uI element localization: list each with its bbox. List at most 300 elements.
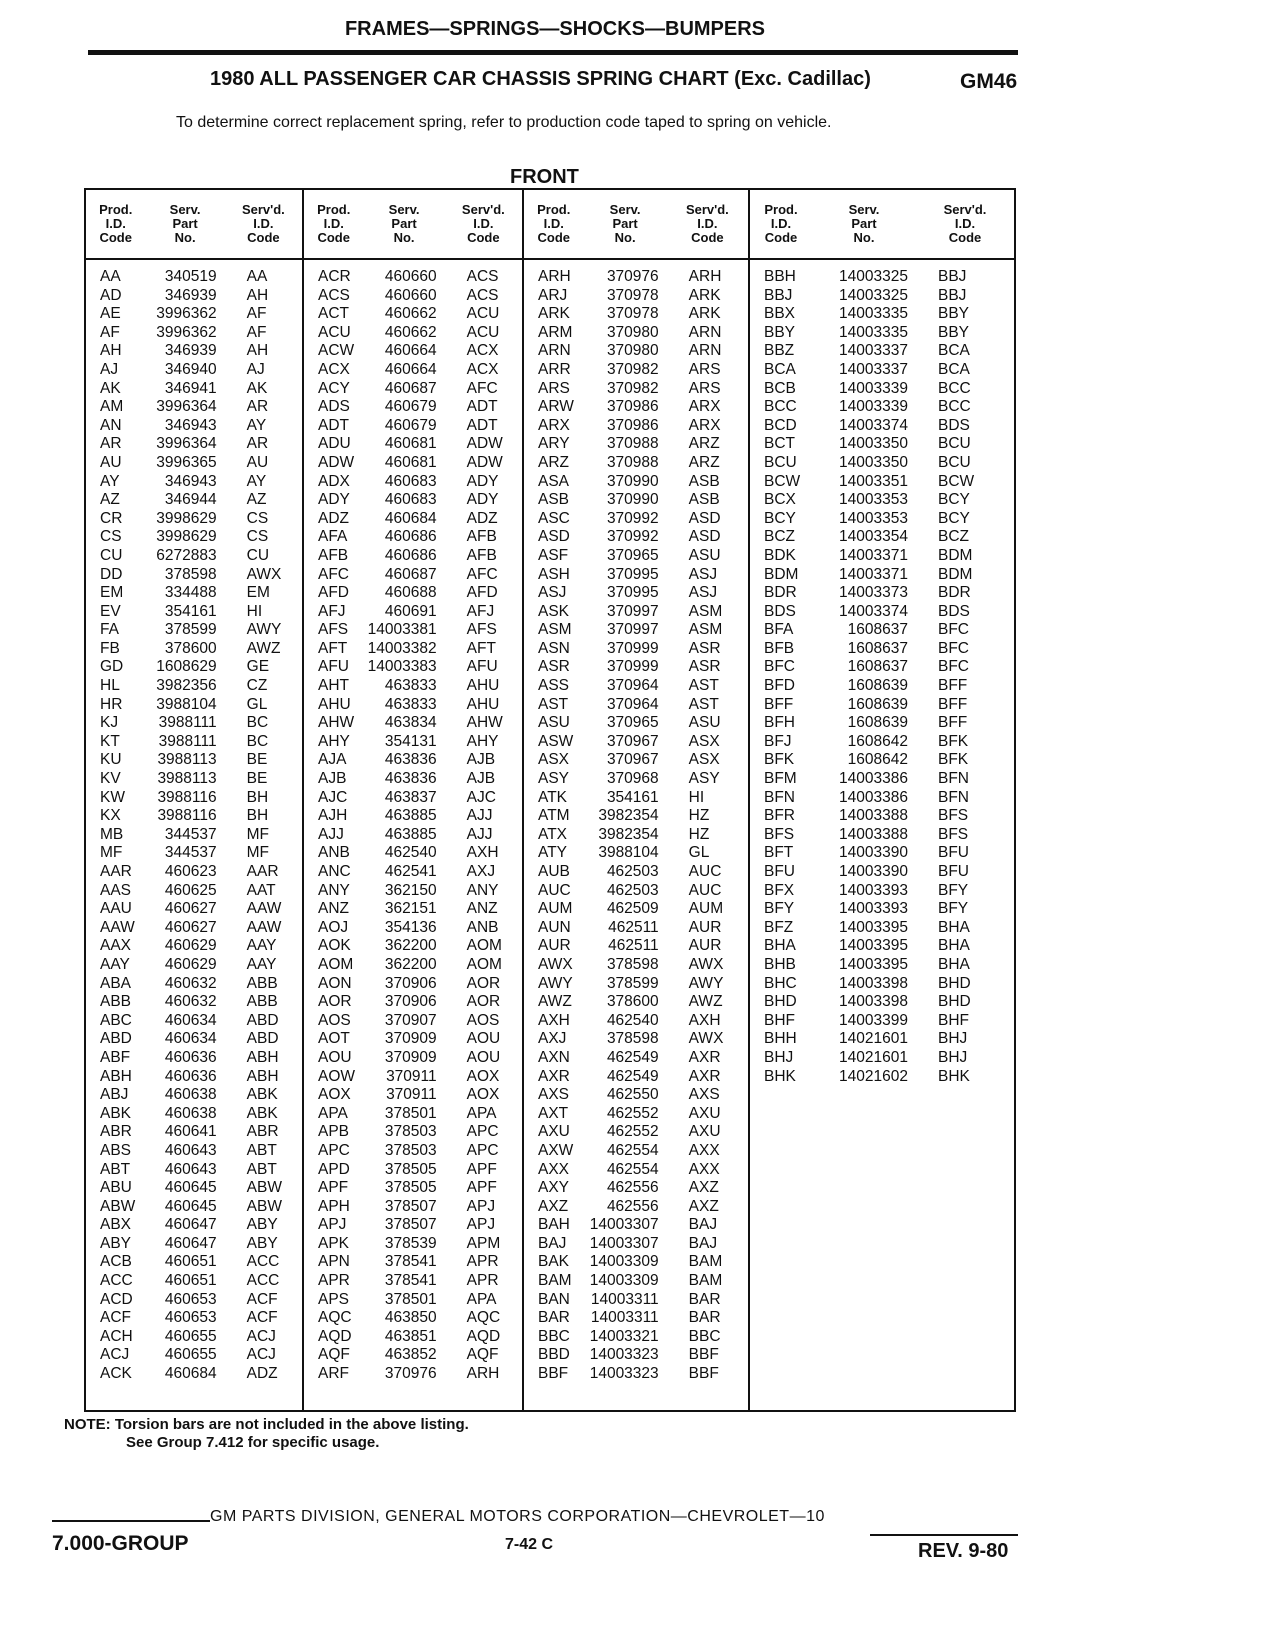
chart-title: 1980 ALL PASSENGER CAR CHASSIS SPRING CHART (Exc. Cadillac) [210,68,871,90]
prod-id-code: BFB [764,639,795,657]
header-line: Code [467,230,500,245]
servd-id-code: APF [466,1179,497,1197]
prod-id-code: AXN [538,1048,570,1066]
servd-id-code: BCA [938,342,970,360]
serv-part-no: 463833 [384,677,437,695]
servd-id-code: AJJ [466,807,493,825]
prod-id-code: BBJ [764,286,793,304]
table-row [86,807,302,826]
prod-id-code: ARR [538,360,571,378]
servd-id-code: BFS [938,807,969,825]
prod-id-code: ACS [318,286,350,304]
servd-id-code: APC [466,1123,499,1141]
prod-id-code: AJH [318,807,348,825]
table-row [304,714,522,733]
serv-part-no: 370911 [386,1067,437,1085]
table-row [524,956,748,975]
prod-id-code: ANC [318,863,351,880]
prod-id-code: GD [100,658,124,676]
serv-part-no: 14003374 [839,416,908,434]
serv-part-no: 378503 [384,1123,437,1141]
serv-part-no: 1608639 [847,714,908,732]
serv-part-no: 3988116 [157,788,217,806]
table-row [304,324,522,343]
servd-id-code: AAW [246,900,282,918]
servd-id-code: AAY [246,937,277,955]
serv-part-no: 370964 [606,677,659,695]
serv-part-no: 460687 [384,565,437,583]
servd-id-code: ADY [466,472,499,490]
table-row [750,398,1014,417]
instruction-text: To determine correct replacement spring, refer to production code taped to spring on vehicle. [176,114,832,131]
table-row [86,1030,302,1049]
header-servd-id-code [445,203,522,245]
servd-id-code: AY [246,472,267,490]
servd-id-code: AXJ [466,863,496,880]
servd-id-code: AWX [688,955,724,973]
table-row [750,361,1014,380]
servd-id-code: BHA [938,918,970,936]
table-row [524,919,748,938]
table-row [304,1216,522,1235]
servd-id-code: ADW [466,453,503,471]
serv-part-no: 1608637 [847,658,908,676]
serv-part-no: 378598 [606,1030,659,1048]
serv-part-no: 462556 [606,1197,659,1215]
serv-part-no: 460683 [384,472,437,490]
prod-id-code: AWX [538,955,573,973]
servd-id-code: BAM [688,1253,723,1271]
table-row [304,863,522,882]
table-row [750,342,1014,361]
table-row [86,919,302,938]
serv-part-no: 6272883 [156,546,217,564]
note-label: NOTE: [64,1416,111,1433]
servd-id-code: AST [688,677,719,695]
servd-id-code: BFU [938,844,969,862]
table-row [524,584,748,603]
servd-id-code: AJB [466,751,496,769]
serv-part-no: 370999 [606,639,659,657]
servd-id-code: BDM [938,546,973,564]
prod-id-code: AXR [538,1067,570,1085]
serv-part-no: 14003325 [839,286,908,304]
servd-id-code: ACU [466,305,500,323]
servd-id-code: BFY [938,900,969,918]
table-row [750,547,1014,566]
prod-id-code: AOT [318,1030,350,1048]
header-serv-part-no [363,203,444,245]
servd-id-code: BDS [938,416,970,434]
serv-part-no: 378501 [384,1104,437,1122]
table-row [304,417,522,436]
table-row [524,789,748,808]
servd-id-code: GE [246,658,270,676]
table-row [750,714,1014,733]
servd-id-code: BFY [938,881,969,899]
serv-part-no: 460662 [384,305,437,323]
prod-id-code: KV [100,770,121,788]
serv-part-no: 463851 [384,1327,437,1345]
servd-id-code: BHF [938,1011,969,1029]
prod-id-code: ASR [538,658,570,676]
serv-part-no: 346943 [164,416,217,434]
servd-id-code: BFK [938,732,969,750]
table-row [524,435,748,454]
serv-part-no: 14003353 [839,509,908,527]
servd-id-code: ASU [688,546,721,564]
table-row [86,1365,302,1384]
prod-id-code: ACB [100,1253,132,1271]
serv-part-no: 460651 [164,1272,217,1290]
serv-part-no: 462556 [606,1179,659,1197]
table-row [524,342,748,361]
serv-part-no: 462550 [606,1086,659,1104]
header-rule [88,50,1018,55]
table-row [304,1142,522,1161]
prod-id-code: BFK [764,751,795,769]
header-servd-id-code [225,203,302,245]
spring-chart-table [84,188,1016,1412]
servd-id-code: AWX [246,565,282,583]
serv-part-no: 460660 [384,286,437,304]
serv-part-no: 14003335 [839,305,908,323]
servd-id-code: BDS [938,602,970,620]
servd-id-code: CS [246,509,269,527]
prod-id-code: BAN [538,1290,570,1308]
servd-id-code: ACS [466,286,499,304]
serv-part-no: 463836 [384,751,437,769]
header-line: Serv'd. [461,202,505,217]
header-prod-id-code [750,203,812,245]
serv-part-no: 370909 [384,1048,437,1066]
prod-id-code: BHK [764,1067,796,1085]
prod-id-code: AOS [318,1011,351,1029]
prod-id-code: AOM [318,955,354,973]
servd-id-code: AWY [246,621,282,639]
prod-id-code: ASC [538,509,570,527]
serv-part-no: 14003388 [839,825,908,843]
header-line: Part [172,216,198,231]
servd-id-code: ABT [246,1141,277,1159]
prod-id-code: BFF [764,695,794,713]
servd-id-code: ARN [688,342,722,360]
serv-part-no: 462541 [384,863,437,880]
serv-part-no: 460641 [164,1123,217,1141]
table-row [524,975,748,994]
prod-id-code: BFH [764,714,795,732]
prod-id-code: AON [318,974,352,992]
prod-id-code: AFT [318,639,348,657]
prod-id-code: KU [100,751,122,769]
table-row [86,324,302,343]
prod-id-code: KJ [100,714,119,732]
prod-id-code: ASH [538,565,570,583]
serv-part-no: 362200 [384,955,437,973]
servd-id-code: AWY [688,974,724,992]
prod-id-code: BFU [764,863,795,880]
table-row [750,287,1014,306]
prod-id-code: ADY [318,491,350,509]
prod-id-code: ACJ [100,1346,130,1364]
serv-part-no: 14003399 [839,1011,908,1029]
serv-part-no: 14021601 [839,1030,908,1048]
header-line: Serv'd. [943,202,987,217]
servd-id-code: HZ [688,825,710,843]
table-row [304,1235,522,1254]
servd-id-code: ACX [466,342,499,360]
servd-id-code: BE [246,770,268,788]
table-row [304,1346,522,1365]
table-row [86,975,302,994]
serv-part-no: 370990 [606,472,659,490]
table-row [524,1030,748,1049]
table-row [750,1030,1014,1049]
table-row [304,528,522,547]
column-header-row [750,190,1014,260]
serv-part-no: 14003393 [839,881,908,899]
table-row [86,305,302,324]
table-row [86,770,302,789]
serv-part-no: 460660 [384,268,437,285]
prod-id-code: ASA [538,472,570,490]
servd-id-code: BFF [938,677,968,695]
serv-part-no: 378600 [164,639,217,657]
serv-part-no: 14003350 [839,435,908,453]
servd-id-code: ARS [688,379,721,397]
serv-part-no: 460651 [164,1253,217,1271]
servd-id-code: AFS [466,621,497,639]
table-row [86,956,302,975]
servd-id-code: BFC [938,658,969,676]
table-row [304,658,522,677]
serv-part-no: 370965 [606,546,659,564]
serv-part-no: 370906 [384,974,437,992]
serv-part-no: 378598 [164,565,217,583]
table-row [524,1049,748,1068]
table-row [750,380,1014,399]
serv-part-no: 14003390 [839,863,908,880]
serv-part-no: 14003393 [839,900,908,918]
serv-part-no: 14003307 [589,1234,659,1252]
serv-part-no: 462511 [608,937,659,955]
prod-id-code: BCT [764,435,795,453]
servd-id-code: AFJ [466,602,495,620]
header-line: I.D. [105,216,126,231]
servd-id-code: AWX [688,1030,724,1048]
servd-id-code: AU [246,453,269,471]
prod-id-code: BDS [764,602,796,620]
servd-id-code: BHA [938,955,970,973]
prod-id-code: BFD [764,677,795,695]
serv-part-no: 14003388 [839,807,908,825]
table-row [86,1253,302,1272]
header-line: I.D. [323,216,344,231]
servd-id-code: BFK [938,751,969,769]
serv-part-no: 3996364 [156,435,217,453]
servd-id-code: ARZ [688,453,720,471]
serv-part-no: 370997 [606,621,659,639]
table-row [524,1105,748,1124]
serv-part-no: 460629 [164,955,217,973]
prod-id-code: ASU [538,714,570,732]
table-row [524,677,748,696]
prod-id-code: BAM [538,1272,572,1290]
servd-id-code: ACC [246,1272,280,1290]
servd-id-code: AXU [688,1123,721,1141]
servd-id-code: BBJ [938,268,967,285]
servd-id-code: APJ [466,1197,496,1215]
prod-id-code: ARS [538,379,570,397]
serv-part-no: 378541 [384,1272,437,1290]
table-row [86,1012,302,1031]
prod-id-code: AAS [100,881,132,899]
prod-id-code: ADZ [318,509,349,527]
table-row [86,1068,302,1087]
serv-part-no: 3982354 [598,825,659,843]
serv-part-no: 462552 [606,1104,659,1122]
table-row [304,1105,522,1124]
table-row [524,863,748,882]
servd-id-code: AOM [466,955,502,973]
serv-part-no: 460684 [384,509,437,527]
table-row [304,1068,522,1087]
table-row [304,826,522,845]
prod-id-code: AUM [538,900,573,918]
servd-id-code: AST [688,695,719,713]
servd-id-code: AUM [688,900,724,918]
prod-id-code: ASM [538,621,572,639]
serv-part-no: 378600 [606,993,659,1011]
table-row [304,696,522,715]
header-line: Serv. [848,202,880,217]
note-line-2: See Group 7.412 for specific usage. [126,1434,380,1451]
servd-id-code: ASR [688,658,721,676]
header-line: Serv. [169,202,201,217]
serv-part-no: 462540 [606,1011,659,1029]
servd-id-code: ASX [688,751,720,769]
table-row [750,1012,1014,1031]
serv-part-no: 370907 [384,1011,437,1029]
servd-id-code: AFD [466,584,498,602]
servd-id-code: AHW [466,714,503,732]
serv-part-no: 14003309 [589,1272,659,1290]
servd-id-code: BBF [688,1365,719,1383]
prod-id-code: BFT [764,844,794,862]
servd-id-code: ABK [246,1086,278,1104]
servd-id-code: AR [246,435,269,453]
serv-part-no: 1608637 [847,639,908,657]
servd-id-code: AR [246,398,269,416]
prod-id-code: ACY [318,379,350,397]
servd-id-code: BFN [938,788,969,806]
prod-id-code: AOJ [318,918,349,936]
serv-part-no: 462554 [606,1160,659,1178]
serv-part-no: 370976 [606,268,659,285]
prod-id-code: AFJ [318,602,346,620]
table-row [86,417,302,436]
serv-part-no: 14003371 [839,546,908,564]
servd-id-code: AH [246,342,269,360]
servd-id-code: ASB [688,472,720,490]
serv-part-no: 14003381 [367,621,437,639]
table-row [304,975,522,994]
prod-id-code: AQC [318,1309,352,1327]
table-row [304,677,522,696]
table-column-group [524,190,750,1410]
table-row [524,640,748,659]
table-row [750,584,1014,603]
prod-id-code: AA [100,268,121,285]
prod-id-code: BHC [764,974,797,992]
prod-id-code: BHB [764,955,796,973]
servd-id-code: ADW [466,435,503,453]
serv-part-no: 346940 [164,360,217,378]
prod-id-code: APF [318,1179,349,1197]
prod-id-code: AQF [318,1346,350,1364]
table-row [304,1123,522,1142]
prod-id-code: ASS [538,677,570,695]
catalog-code: GM46 [960,70,1018,93]
table-row [524,473,748,492]
servd-id-code: AHY [466,732,499,750]
table-row [750,900,1014,919]
prod-id-code: BAJ [538,1234,567,1252]
prod-id-code: ABH [100,1067,132,1085]
prod-id-code: APR [318,1272,350,1290]
table-row [524,751,748,770]
prod-id-code: ACR [318,268,351,285]
prod-id-code: ARJ [538,286,568,304]
prod-id-code: BFA [764,621,794,639]
table-row [750,528,1014,547]
table-row [86,268,302,287]
serv-part-no: 14003382 [367,639,437,657]
serv-part-no: 378599 [164,621,217,639]
serv-part-no: 460634 [164,1030,217,1048]
table-row [524,1309,748,1328]
serv-part-no: 346939 [164,342,217,360]
prod-id-code: ARW [538,398,574,416]
table-row [524,1123,748,1142]
serv-part-no: 462554 [606,1141,659,1159]
servd-id-code: AXS [688,1086,720,1104]
serv-part-no: 370997 [606,602,659,620]
prod-id-code: BBX [764,305,796,323]
servd-id-code: AOU [466,1048,501,1066]
serv-part-no: 462503 [606,881,659,899]
table-row [304,435,522,454]
table-row [750,807,1014,826]
prod-id-code: AFB [318,546,349,564]
serv-part-no: 460643 [164,1141,217,1159]
serv-part-no: 460686 [384,546,437,564]
serv-part-no: 14003309 [589,1253,659,1271]
servd-id-code: AWZ [688,993,723,1011]
table-row [86,398,302,417]
servd-id-code: ADT [466,398,498,416]
table-row [750,789,1014,808]
header-line: Code [948,230,982,245]
table-row [86,733,302,752]
footer-page-number: 7-42 C [505,1536,554,1553]
table-row [86,751,302,770]
table-row [304,566,522,585]
servd-id-code: EM [246,584,270,602]
footer-rule-left [52,1520,210,1522]
prod-id-code: AQD [318,1327,352,1345]
servd-id-code: BHK [938,1067,970,1085]
